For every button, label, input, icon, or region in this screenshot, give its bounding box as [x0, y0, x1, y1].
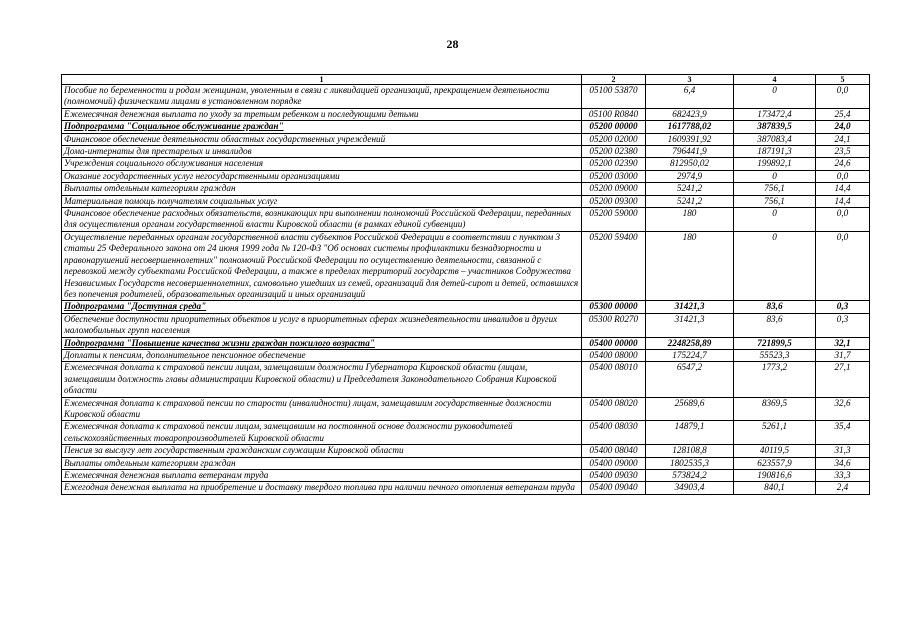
row-code-cell: 05400 08020: [582, 397, 646, 421]
table-row: [62, 313, 870, 337]
row-name-text: Финансовое обеспечение деятельности областных государственных учреждений: [64, 133, 386, 144]
row-code-cell: 05300 00000: [582, 301, 646, 313]
row-value-col5-cell: 0,0: [816, 170, 870, 182]
row-name-text: Финансовое обеспечение расходных обязательств, возникающих при выполнении полномочий Российской Федерации, переданных для осуществления органам государственной власти Кировской области (в рамках единой субвенции): [64, 208, 572, 230]
row-name-text: Ежемесячная доплата к страховой пенсии по старости (инвалидности) лицам, замещавшим государственные должности Кировской области: [64, 397, 552, 419]
row-value-col5-cell: 25,4: [816, 108, 870, 120]
row-name-cell: [62, 121, 582, 133]
row-value-col3-cell: 1609391,92: [646, 133, 734, 145]
row-name-cell: [62, 421, 582, 445]
row-value-col3-cell: 2248258,89: [646, 337, 734, 349]
row-value-col3-cell: 5241,2: [646, 195, 734, 207]
table-header-row: [62, 75, 870, 85]
row-name-cell: [62, 158, 582, 170]
row-value-col4-cell: 0: [734, 208, 816, 232]
row-value-col5-cell: 32,1: [816, 337, 870, 349]
row-value-col5-cell: 34,6: [816, 457, 870, 469]
row-value-col4-cell: 1773,2: [734, 362, 816, 397]
row-value-col3-cell: 128108,8: [646, 445, 734, 457]
row-value-col4-cell: 0: [734, 170, 816, 182]
row-name-text: Ежемесячная денежная выплата по уходу за третьим ребенком и последующими детьми: [64, 108, 419, 119]
row-code-cell: 05200 09000: [582, 183, 646, 195]
row-value-col5-cell: 27,1: [816, 362, 870, 397]
row-value-col5-cell: 24,1: [816, 133, 870, 145]
row-value-col4-cell: 8369,5: [734, 397, 816, 421]
row-value-col5-cell: 2,4: [816, 482, 870, 494]
table-row: [62, 195, 870, 207]
row-value-col5-cell: 24,6: [816, 158, 870, 170]
header-col-2: 2: [582, 75, 646, 85]
row-name-text: Выплаты отдельным категориям граждан: [64, 457, 236, 468]
header-col-1: 1: [62, 75, 582, 85]
table-row: [62, 397, 870, 421]
row-value-col3-cell: 31421,3: [646, 301, 734, 313]
row-name-cell: [62, 470, 582, 482]
row-value-col4-cell: 55523,3: [734, 349, 816, 361]
table-row: [62, 85, 870, 109]
row-code-cell: 05200 02380: [582, 146, 646, 158]
table-row: [62, 457, 870, 469]
row-name-cell: [62, 170, 582, 182]
row-code-cell: 05400 09030: [582, 470, 646, 482]
table-row: [62, 231, 870, 300]
row-code-cell: 05400 08030: [582, 421, 646, 445]
table-row: [62, 470, 870, 482]
table-row: [62, 133, 870, 145]
row-value-col4-cell: 756,1: [734, 195, 816, 207]
row-value-col5-cell: 24,0: [816, 121, 870, 133]
header-col-4: 4: [734, 75, 816, 85]
row-name-cell: [62, 349, 582, 361]
row-value-col3-cell: 180: [646, 208, 734, 232]
row-code-cell: 05100 53870: [582, 85, 646, 109]
table-row: [62, 170, 870, 182]
row-value-col3-cell: 6,4: [646, 85, 734, 109]
row-code-cell: 05200 02390: [582, 158, 646, 170]
table-row: [62, 146, 870, 158]
row-name-cell: [62, 362, 582, 397]
table-row: [62, 108, 870, 120]
row-value-col3-cell: 180: [646, 231, 734, 300]
row-code-cell: 05400 00000: [582, 337, 646, 349]
row-value-col4-cell: 756,1: [734, 183, 816, 195]
row-value-col3-cell: 6547,2: [646, 362, 734, 397]
row-name-text: Подпрограмма "Доступная среда": [64, 301, 207, 312]
row-value-col4-cell: 721899,5: [734, 337, 816, 349]
header-col-3: 3: [646, 75, 734, 85]
row-value-col4-cell: 0: [734, 231, 816, 300]
row-name-cell: [62, 457, 582, 469]
row-value-col4-cell: 190816,6: [734, 470, 816, 482]
row-name-cell: [62, 208, 582, 232]
row-value-col4-cell: 40119,5: [734, 445, 816, 457]
row-value-col4-cell: 83,6: [734, 301, 816, 313]
row-value-col5-cell: 35,4: [816, 421, 870, 445]
row-value-col3-cell: 682423,9: [646, 108, 734, 120]
row-value-col5-cell: 31,7: [816, 349, 870, 361]
row-value-col4-cell: 623557,9: [734, 457, 816, 469]
row-name-cell: [62, 301, 582, 313]
row-name-text: Ежемесячная денежная выплата ветеранам труда: [64, 470, 269, 480]
row-name-text: Дома-интернаты для престарелых и инвалидов: [64, 146, 252, 157]
row-value-col3-cell: 812950,02: [646, 158, 734, 170]
row-value-col4-cell: 840,1: [734, 482, 816, 494]
row-value-col5-cell: 0,0: [816, 85, 870, 109]
row-value-col3-cell: 573824,2: [646, 470, 734, 482]
row-value-col3-cell: 175224,7: [646, 349, 734, 361]
row-value-col3-cell: 1802535,3: [646, 457, 734, 469]
row-code-cell: 05200 59000: [582, 208, 646, 232]
row-value-col5-cell: 23,5: [816, 146, 870, 158]
row-value-col5-cell: 0,3: [816, 301, 870, 313]
table-row: [62, 337, 870, 349]
table-row: [62, 362, 870, 397]
row-code-cell: 05200 59400: [582, 231, 646, 300]
row-name-text: Подпрограмма "Социальное обслуживание граждан": [64, 121, 284, 132]
row-name-text: Ежемесячная доплата к страховой пенсии лицам, замещавшим должности Губернатора Кировской области (лицам, замещавшим должность главы администрации Кировской области) и Председателя Законодательного Собрания Кировской области: [64, 362, 557, 396]
row-name-text: Материальная помощь получателям социальных услуг: [64, 195, 278, 206]
row-name-cell: [62, 231, 582, 300]
row-name-text: Подпрограмма "Повышение качества жизни граждан пожилого возраста": [64, 337, 375, 348]
row-value-col3-cell: 31421,3: [646, 313, 734, 337]
row-name-cell: [62, 133, 582, 145]
row-value-col3-cell: 34903,4: [646, 482, 734, 494]
row-code-cell: 05400 08010: [582, 362, 646, 397]
row-name-cell: [62, 146, 582, 158]
row-code-cell: 05200 09300: [582, 195, 646, 207]
row-code-cell: 05200 00000: [582, 121, 646, 133]
row-name-text: Доплаты к пенсиям, дополнительное пенсионное обеспечение: [64, 349, 306, 360]
row-code-cell: 05400 08000: [582, 349, 646, 361]
row-value-col3-cell: 5241,2: [646, 183, 734, 195]
table-row: [62, 301, 870, 313]
table-row: [62, 158, 870, 170]
row-value-col4-cell: 0: [734, 85, 816, 109]
row-name-cell: [62, 85, 582, 109]
row-name-cell: [62, 445, 582, 457]
row-name-cell: [62, 482, 582, 494]
row-name-text: Ежегодная денежная выплата на приобретение и доставку твердого топлива при наличии печного отопления ветеранам труда: [64, 482, 575, 493]
header-col-5: 5: [816, 75, 870, 85]
row-value-col4-cell: 187191,3: [734, 146, 816, 158]
row-value-col5-cell: 14,4: [816, 195, 870, 207]
table-row: [62, 183, 870, 195]
row-code-cell: 05400 08040: [582, 445, 646, 457]
row-value-col4-cell: 83,6: [734, 313, 816, 337]
row-code-cell: 05200 03000: [582, 170, 646, 182]
row-code-cell: 05100 R0840: [582, 108, 646, 120]
row-name-text: Выплаты отдельным категориям граждан: [64, 183, 236, 194]
row-code-cell: 05300 R0270: [582, 313, 646, 337]
row-name-cell: [62, 195, 582, 207]
row-value-col4-cell: 5261,1: [734, 421, 816, 445]
row-name-cell: [62, 337, 582, 349]
row-name-text: Пособие по беременности и родам женщинам, уволенным в связи с ликвидацией организаций, прекращением деятельности (полномочий) физическими лицами в установленном порядке: [64, 85, 550, 107]
row-name-text: Ежемесячная доплата к страховой пенсии лицам, замещавшим на постоянной основе должности руководителей сельскохозяйственных товаропроизводителей Кировской области: [64, 421, 513, 443]
table-row: [62, 121, 870, 133]
row-value-col3-cell: 25689,6: [646, 397, 734, 421]
row-name-text: Осуществление переданных органам государственной власти субъектов Российской Федерации в соответствии с пунктом 3 статьи 25 Федерального закона от 24 июня 1999 года № 120-ФЗ "Об основах системы профилактики безнадзорности и правонарушений несовершеннолетних" полномочий Российской Федерации по осуществлению деятельности, связанной с перевозкой между субъектами Российской Федерации, а также в пределах территорий государств – участников Содружества Независимых Государств несовершеннолетних, самовольно ушедших из семей, организаций для детей-сирот и детей, оставшихся без попечения родителей, образовательных организаций и иных организаций: [64, 231, 579, 299]
row-code-cell: 05400 09000: [582, 457, 646, 469]
row-code-cell: 05400 09040: [582, 482, 646, 494]
table-row: [62, 482, 870, 494]
row-value-col3-cell: 14879,1: [646, 421, 734, 445]
table-row: [62, 208, 870, 232]
row-name-text: Обеспечение доступности приоритетных объектов и услуг в приоритетных сферах жизнедеятельности инвалидов и других маломобильных групп населения: [64, 313, 558, 336]
row-name-cell: [62, 313, 582, 337]
table-row: [62, 421, 870, 445]
row-value-col4-cell: 387083,4: [734, 133, 816, 145]
row-name-text: Оказание государственных услуг негосударственными организациями: [64, 170, 340, 181]
row-value-col4-cell: 173472,4: [734, 108, 816, 120]
row-name-cell: [62, 183, 582, 195]
row-value-col5-cell: 0,3: [816, 313, 870, 337]
row-value-col3-cell: 1617788,02: [646, 121, 734, 133]
row-value-col3-cell: 2974,9: [646, 170, 734, 182]
row-value-col5-cell: 14,4: [816, 183, 870, 195]
row-value-col5-cell: 33,3: [816, 470, 870, 482]
row-name-cell: [62, 108, 582, 120]
row-name-text: Пенсия за выслугу лет государственным гражданским служащим Кировской области: [64, 445, 404, 456]
table-row: [62, 349, 870, 361]
table-row: [62, 445, 870, 457]
page-number: 28: [446, 37, 459, 51]
row-name-cell: [62, 397, 582, 421]
row-name-text: Учреждения социального обслуживания населения: [64, 158, 264, 169]
row-value-col4-cell: 387839,5: [734, 121, 816, 133]
row-code-cell: 05200 02000: [582, 133, 646, 145]
row-value-col5-cell: 0,0: [816, 208, 870, 232]
row-value-col4-cell: 199892,1: [734, 158, 816, 170]
row-value-col5-cell: 32,6: [816, 397, 870, 421]
row-value-col5-cell: 31,3: [816, 445, 870, 457]
row-value-col5-cell: 0,0: [816, 231, 870, 300]
row-value-col3-cell: 796441,9: [646, 146, 734, 158]
budget-table: [61, 74, 870, 495]
